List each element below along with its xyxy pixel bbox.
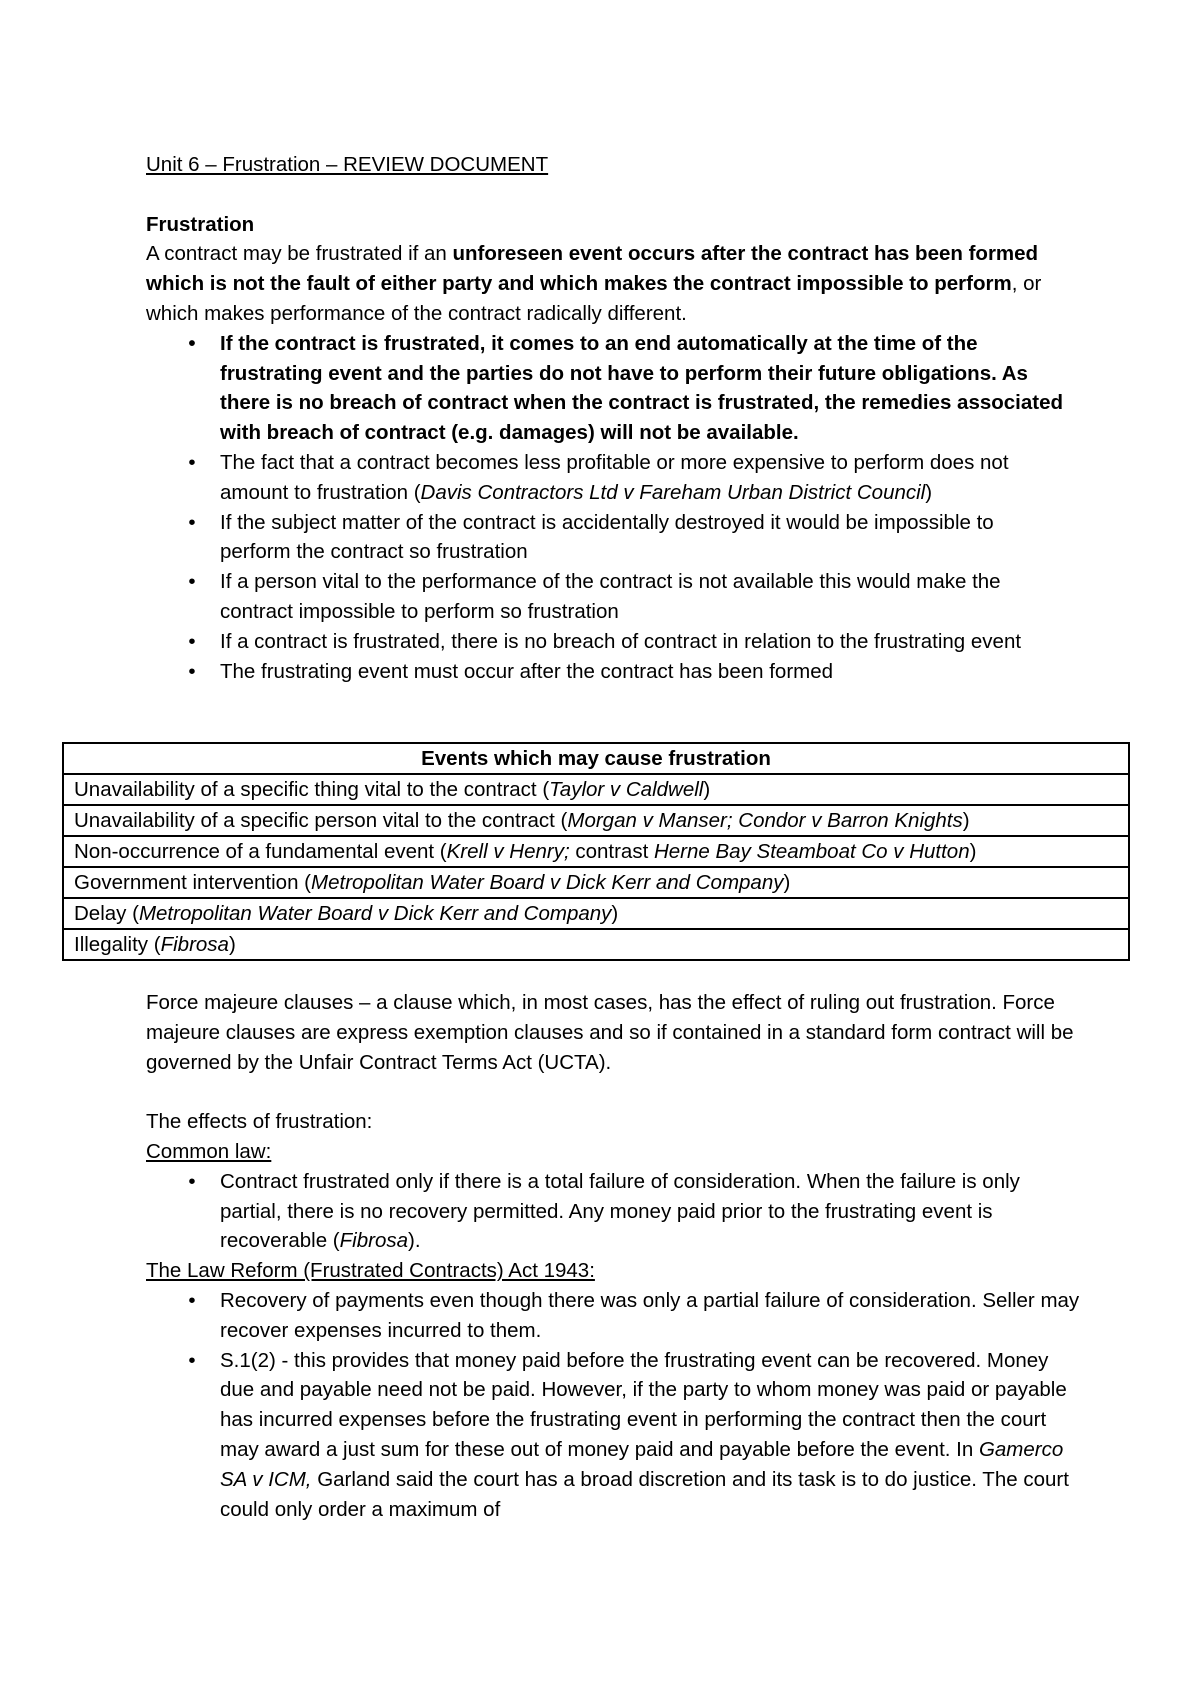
list-item — [146, 1346, 1086, 1525]
table-row — [63, 898, 1129, 929]
case-name: Davis Contractors Ltd v Fareham Urban District Council — [420, 480, 926, 504]
bullet-text-end: Garland said the court has a broad discretion and its task is to do justice. The court could only order a maximum of — [220, 1467, 1069, 1521]
list-item — [146, 508, 1066, 568]
force-majeure-paragraph: Force majeure clauses – a clause which, in most cases, has the effect of ruling out frustration. Force majeure clauses are express exemption clauses and so if contained in a standard form contract will be governed by the Unfair Contract Terms Act (UCTA). — [146, 991, 1074, 1074]
list-item — [146, 567, 1066, 627]
bullet-text-end: ) — [925, 480, 933, 504]
table-row — [63, 805, 1129, 836]
list-item — [146, 627, 1066, 657]
list-item — [146, 329, 1066, 448]
cell-text: Unavailability of a specific thing vital to the contract ( — [74, 778, 550, 801]
case-name: Taylor v Caldwell — [549, 778, 704, 801]
bullet-text: If the contract is frustrated, it comes to an end automatically at the time of the frustrating event and the parties do not have to perform their future obligations. As there is no breach of contract when the contract is frustrated, the remedies associated with breach of contract (e.g. damages) will not be available. — [220, 331, 1064, 445]
bullet-text: The frustrating event must occur after the contract has been formed — [220, 659, 834, 683]
cell-text: Government intervention ( — [74, 871, 312, 894]
frustration-bullet-list — [146, 329, 1066, 687]
table-cell — [63, 929, 1129, 960]
table-row — [63, 867, 1129, 898]
cell-text-end: ) — [783, 871, 791, 894]
case-name: Morgan v Manser; Condor v Barron Knights — [567, 809, 963, 832]
table-cell — [63, 836, 1129, 867]
list-item — [146, 448, 1066, 508]
case-name: Gamerco SA v ICM, — [220, 1437, 1064, 1491]
bullet-icon: • — [188, 1288, 196, 1312]
effects-heading: The effects of frustration: — [146, 1110, 373, 1134]
table-cell — [63, 867, 1129, 898]
bullet-icon: • — [188, 570, 196, 594]
bullet-icon: • — [188, 331, 196, 355]
list-item — [146, 1286, 1086, 1346]
spacer — [146, 1077, 1086, 1107]
cell-text: Unavailability of a specific person vital to the contract ( — [74, 809, 568, 832]
list-item — [146, 1167, 1086, 1256]
case-name: Fibrosa — [339, 1229, 408, 1253]
table-row — [63, 929, 1129, 960]
common-law-bullet-list — [146, 1167, 1086, 1256]
table-cell — [63, 898, 1129, 929]
case-name: Metropolitan Water Board v Dick Kerr and Company — [138, 902, 612, 925]
intro-pre: A contract may be frustrated if an — [146, 242, 453, 266]
table-cell — [63, 805, 1129, 836]
intro-bold: unforeseen event occurs after the contract has been formed which is not the fault of either party and which makes the contract impossible to perform — [146, 242, 1039, 296]
bullet-icon: • — [188, 510, 196, 534]
cell-text-end: ) — [969, 840, 977, 863]
cell-text: Delay ( — [74, 902, 139, 925]
cell-text-end: ) — [228, 933, 236, 956]
table-cell — [63, 774, 1129, 805]
section-heading-frustration: Frustration — [146, 212, 255, 236]
cell-text: Illegality ( — [74, 933, 161, 956]
bullet-text-end: ). — [408, 1229, 421, 1253]
cell-text-end: ) — [703, 778, 711, 801]
bullet-icon: • — [188, 1169, 196, 1193]
table-header: Events which may cause frustration — [63, 743, 1129, 774]
bullet-text: Recovery of payments even though there was only a partial failure of consideration. Seller may recover expenses incurred to them. — [220, 1288, 1080, 1342]
cell-text: Non-occurrence of a fundamental event ( — [74, 840, 447, 863]
common-law-label: Common law: — [146, 1139, 272, 1163]
cell-text-mid: contrast — [569, 840, 654, 863]
events-table — [62, 742, 1130, 961]
case-name: Metropolitan Water Board v Dick Kerr and Company — [311, 871, 784, 894]
bullet-text: If a contract is frustrated, there is no breach of contract in relation to the frustrating event — [220, 629, 1022, 653]
table-row — [63, 774, 1129, 805]
bullet-icon: • — [188, 450, 196, 474]
bullet-text: The fact that a contract becomes less profitable or more expensive to perform does not amount to frustration ( — [220, 450, 1009, 504]
bullet-icon: • — [188, 629, 196, 653]
bullet-icon: • — [188, 659, 196, 683]
intro-paragraph — [146, 239, 1066, 328]
document-title: Unit 6 – Frustration – REVIEW DOCUMENT — [146, 153, 549, 176]
effects-section — [146, 988, 1086, 1524]
bullet-text: If a person vital to the performance of the contract is not available this would make the contract impossible to perform so frustration — [220, 570, 1001, 623]
list-item — [146, 657, 1066, 687]
bullet-text: Contract frustrated only if there is a total failure of consideration. When the failure is only partial, there is no recovery permitted. Any money paid prior to the frustrating event is recoverable ( — [220, 1169, 1020, 1253]
table-header-row — [63, 743, 1129, 774]
table-row — [63, 836, 1129, 867]
act-bullet-list — [146, 1286, 1086, 1524]
case-name-2: Herne Bay Steamboat Co v Hutton — [653, 840, 970, 863]
case-name: Fibrosa — [160, 933, 229, 956]
cell-text-end: ) — [611, 902, 619, 925]
act-label: The Law Reform (Frustrated Contracts) Act 1943: — [146, 1259, 595, 1283]
cell-text-end: ) — [962, 809, 970, 832]
spacer — [146, 180, 1066, 210]
bullet-text: S.1(2) - this provides that money paid before the frustrating event can be recovered. Money due and payable need not be paid. However, if the party to whom money was paid or payable has incurred expenses before the frustrating event in performing the contract then the court may award a just sum for these out of money paid and payable before the event. In — [220, 1348, 1067, 1461]
bullet-text: If the subject matter of the contract is accidentally destroyed it would be impossible to perform the contract so frustration — [220, 510, 994, 564]
case-name: Krell v Henry; — [446, 840, 570, 863]
bullet-icon: • — [188, 1348, 196, 1372]
intro-post: , or which makes performance of the contract radically different. — [146, 272, 1042, 325]
document-body — [146, 150, 1066, 686]
